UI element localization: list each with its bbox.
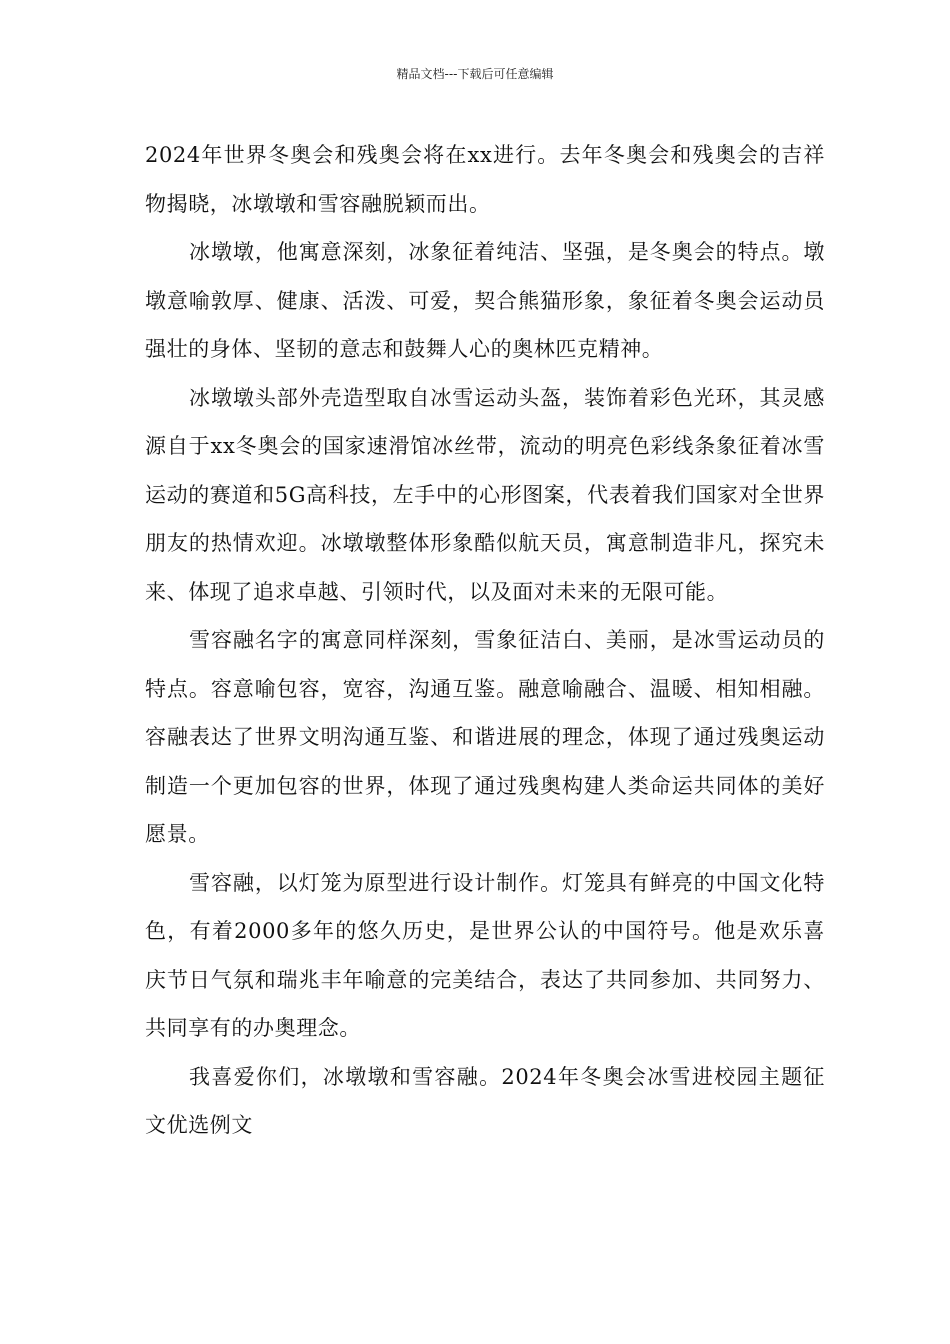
paragraph-shuey-rhon-rhon-meaning: 雪容融名字的寓意同样深刻，雪象征洁白、美丽，是冰雪运动员的特点。容意喻包容，宽容，沟通互鉴。融意喻融合、温暖、相知相融。容融表达了世界文明沟通互鉴、和谐进展的理念，体现了通过残奥运动制造一个更加包容的世界，体现了通过残奥构建人类命运共同体的美好愿景。 <box>145 628 825 846</box>
paragraph-closing: 我喜爱你们，冰墩墩和雪容融。2024年冬奥会冰雪进校园主题征文优选例文 <box>145 1064 825 1137</box>
paragraph-intro: 2024年世界冬奥会和残奥会将在xx进行。去年冬奥会和残奥会的吉祥物揭晓，冰墩墩和雪容融脱颖而出。 <box>145 143 825 216</box>
page-header: 精品文档---下载后可任意编辑 <box>396 67 554 81</box>
document-body <box>145 131 825 1150</box>
paragraph-bing-dwen-dwen-meaning: 冰墩墩，他寓意深刻，冰象征着纯洁、坚强，是冬奥会的特点。墩墩意喻敦厚、健康、活泼、可爱，契合熊猫形象，象征着冬奥会运动员强壮的身体、坚韧的意志和鼓舞人心的奥林匹克精神。 <box>145 240 825 361</box>
paragraph-bing-dwen-dwen-design: 冰墩墩头部外壳造型取自冰雪运动头盔，装饰着彩色光环，其灵感源自于xx冬奥会的国家速滑馆冰丝带，流动的明亮色彩线条象征着冰雪运动的赛道和5G高科技，左手中的心形图案，代表着我们国家对全世界朋友的热情欢迎。冰墩墩整体形象酷似航天员，寓意制造非凡，探究未来、体现了追求卓越、引领时代，以及面对未来的无限可能。 <box>145 385 825 604</box>
paragraph-shuey-rhon-rhon-design: 雪容融，以灯笼为原型进行设计制作。灯笼具有鲜亮的中国文化特色，有着2000多年的悠久历史，是世界公认的中国符号。他是欢乐喜庆节日气氛和瑞兆丰年喻意的完美结合，表达了共同参加、共同努力、共同享有的办奥理念。 <box>145 870 825 1040</box>
